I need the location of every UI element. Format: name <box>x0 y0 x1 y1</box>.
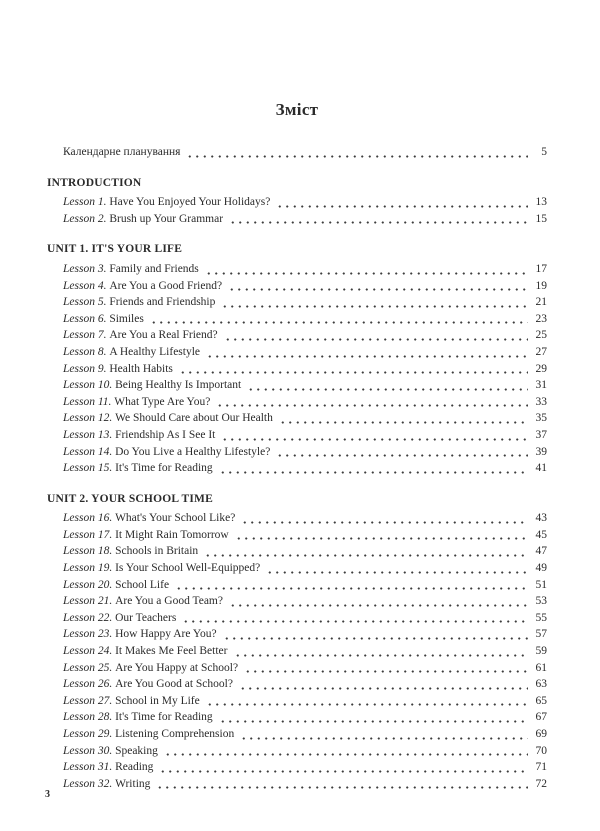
toc-entry-page: 5 <box>541 146 547 158</box>
dot-leader <box>276 202 528 208</box>
toc-entry <box>63 743 547 760</box>
toc-entry-page: 43 <box>535 512 547 525</box>
toc-entry <box>63 510 547 527</box>
toc-entry-title: Lesson 25. Are You Happy at School? <box>63 661 239 674</box>
dot-leader <box>244 667 528 673</box>
footer-page-number: 3 <box>45 789 50 800</box>
dot-leader <box>229 218 528 224</box>
toc-entry-title: Lesson 26. Are You Good at School? <box>63 678 233 691</box>
toc-entry <box>63 410 547 427</box>
toc-entry <box>63 278 547 295</box>
toc-entry <box>63 577 547 594</box>
lesson-number: Lesson 3. <box>63 262 110 275</box>
toc-entry-title: Lesson 3. Family and Friends <box>63 262 199 275</box>
toc-entry <box>63 311 547 328</box>
dot-leader <box>179 368 528 374</box>
toc-entry <box>63 427 547 444</box>
toc-entry-page: 25 <box>535 329 547 342</box>
lesson-number: Lesson 5. <box>63 296 110 309</box>
toc-entry-page: 70 <box>535 744 547 757</box>
toc-entry <box>63 327 547 344</box>
dot-leader <box>221 302 528 308</box>
toc-entry-page: 47 <box>535 545 547 558</box>
lesson-number: Lesson 1. <box>63 196 110 209</box>
toc-preamble <box>47 144 547 161</box>
lesson-number: Lesson 27. <box>63 694 116 707</box>
toc-entry <box>63 444 547 461</box>
dot-leader <box>186 152 528 158</box>
toc-entry-page: 65 <box>535 694 547 707</box>
toc-entry <box>63 361 547 378</box>
toc-entry-title: Lesson 20. School Life <box>63 578 170 591</box>
page-title: Зміст <box>275 100 319 119</box>
toc-entry <box>63 593 547 610</box>
toc-entry-title: Lesson 1. Have You Enjoyed Your Holidays? <box>63 196 271 209</box>
toc-entry <box>63 527 547 544</box>
lesson-number: Lesson 10. <box>63 379 116 392</box>
lesson-number: Lesson 32. <box>63 777 116 790</box>
lesson-number: Lesson 25. <box>63 661 116 674</box>
toc <box>47 144 547 792</box>
toc-entry-page: 57 <box>535 628 547 641</box>
toc-entry-title: Lesson 10. Being Healthy Is Important <box>63 379 242 392</box>
lesson-number: Lesson 7. <box>63 329 110 342</box>
toc-entry-page: 29 <box>535 362 547 375</box>
dot-leader <box>241 518 528 524</box>
dot-leader <box>219 717 528 723</box>
toc-entry-title: Lesson 16. What's Your School Like? <box>63 512 236 525</box>
toc-entry-page: 19 <box>535 279 547 292</box>
lesson-number: Lesson 31. <box>63 761 116 774</box>
toc-entry-page: 72 <box>535 777 547 790</box>
lesson-number: Lesson 18. <box>63 545 116 558</box>
toc-entry-title: Lesson 2. Brush up Your Grammar <box>63 212 224 225</box>
toc-entry-page: 23 <box>535 312 547 325</box>
toc-entry <box>63 460 547 477</box>
toc-entry-title: Lesson 14. Do You Live a Healthy Lifestyle? <box>63 445 271 458</box>
lesson-number: Lesson 20. <box>63 578 116 591</box>
toc-entry-title: Lesson 32. Writing <box>63 777 151 790</box>
lesson-number: Lesson 24. <box>63 645 116 658</box>
toc-entry <box>63 709 547 726</box>
toc-entry-title: Lesson 22. Our Teachers <box>63 611 177 624</box>
toc-entry-page: 49 <box>535 562 547 575</box>
toc-entry <box>63 776 547 793</box>
lesson-number: Lesson 9. <box>63 362 110 375</box>
toc-entry-page: 33 <box>535 395 547 408</box>
toc-entry-title: Lesson 27. School in My Life <box>63 694 200 707</box>
lesson-number: Lesson 22. <box>63 611 116 624</box>
toc-entry-page: 21 <box>535 296 547 309</box>
dot-leader <box>156 783 528 789</box>
toc-entry-title: Lesson 15. It's Time for Reading <box>63 462 213 475</box>
toc-entry-title: Lesson 18. Schools in Britain <box>63 545 199 558</box>
dot-leader <box>279 418 528 424</box>
dot-leader <box>221 435 528 441</box>
dot-leader <box>234 651 529 657</box>
dot-leader <box>229 601 528 607</box>
dot-leader <box>266 568 528 574</box>
toc-entry-page: 17 <box>535 262 547 275</box>
toc-entry-page: 59 <box>535 645 547 658</box>
lesson-number: Lesson 15. <box>63 462 116 475</box>
dot-leader <box>206 352 528 358</box>
toc-entry <box>63 626 547 643</box>
toc-entry-title: Lesson 30. Speaking <box>63 744 158 757</box>
dot-leader <box>235 534 528 540</box>
toc-entry-title: Календарне планування <box>63 146 181 158</box>
toc-entry-page: 67 <box>535 711 547 724</box>
toc-entry-page: 35 <box>535 412 547 425</box>
lesson-number: Lesson 23. <box>63 628 116 641</box>
toc-entry-title: Lesson 21. Are You a Good Team? <box>63 595 223 608</box>
dot-leader <box>150 318 528 324</box>
dot-leader <box>164 750 528 756</box>
toc-entry-page: 71 <box>535 761 547 774</box>
toc-entry-title: Lesson 19. Is Your School Well-Equipped? <box>63 562 261 575</box>
toc-entry-title: Lesson 5. Friends and Friendship <box>63 296 216 309</box>
toc-entry-page: 69 <box>535 728 547 740</box>
toc-entry <box>63 660 547 677</box>
dot-leader <box>205 269 528 275</box>
lesson-number: Lesson 13. <box>63 428 116 441</box>
toc-entry <box>63 211 547 228</box>
toc-entry-page: 61 <box>535 661 547 674</box>
toc-entry <box>63 560 547 577</box>
dot-leader <box>204 551 528 557</box>
toc-entry <box>63 194 547 211</box>
dot-leader <box>182 617 528 623</box>
dot-leader <box>276 451 528 457</box>
dot-leader <box>224 335 528 341</box>
toc-entry-title: Lesson 31. Reading <box>63 761 154 774</box>
toc-entry <box>63 676 547 693</box>
toc-entry-page: 51 <box>535 578 547 591</box>
lesson-number: Lesson 26. <box>63 678 116 691</box>
toc-entry-page: 39 <box>535 445 547 458</box>
toc-entry-page: 63 <box>535 678 547 691</box>
toc-entry <box>63 610 547 627</box>
toc-entry-page: 45 <box>535 528 547 541</box>
dot-leader <box>240 734 528 740</box>
toc-entry <box>63 643 547 660</box>
dot-leader <box>206 700 528 706</box>
toc-entry <box>63 543 547 560</box>
lesson-number: Lesson 30. <box>63 744 116 757</box>
toc-entry-title: Lesson 8. A Healthy Lifestyle <box>63 345 201 358</box>
toc-entry-page: 41 <box>535 462 547 475</box>
lesson-number: Lesson 21. <box>63 595 116 608</box>
lesson-number: Lesson 14. <box>63 445 116 458</box>
toc-entry-title: Lesson 13. Friendship As I See It <box>63 428 216 441</box>
dot-leader <box>219 468 528 474</box>
lesson-number: Lesson 12. <box>63 412 116 425</box>
toc-entry-title: Lesson 12. We Should Care about Our Health <box>63 412 273 425</box>
toc-entry <box>63 294 547 311</box>
toc-entry-title: Lesson 4. Are You a Good Friend? <box>63 279 223 292</box>
lesson-number: Lesson 8. <box>63 345 110 358</box>
toc-entry <box>63 377 547 394</box>
toc-entry <box>63 144 547 161</box>
section-heading: UNIT 1. IT'S YOUR LIFE <box>47 243 183 256</box>
toc-entry-page: 37 <box>535 428 547 441</box>
toc-entry <box>63 693 547 710</box>
lesson-number: Lesson 19. <box>63 562 116 575</box>
toc-entry-page: 15 <box>535 212 547 225</box>
toc-entry <box>63 726 547 743</box>
toc-entry-page: 53 <box>535 595 547 608</box>
toc-entry-title: Lesson 17. It Might Rain Tomorrow <box>63 528 229 541</box>
lesson-number: Lesson 2. <box>63 212 110 225</box>
lesson-number: Lesson 29. <box>63 728 116 740</box>
toc-entry <box>63 394 547 411</box>
toc-entry-page: 27 <box>535 345 547 358</box>
lesson-number: Lesson 17. <box>63 528 116 541</box>
lesson-number: Lesson 4. <box>63 279 110 292</box>
toc-entry-title: Lesson 23. How Happy Are You? <box>63 628 217 641</box>
toc-entry <box>63 344 547 361</box>
toc-entry-title: Lesson 9. Health Habits <box>63 362 173 375</box>
lesson-number: Lesson 11. <box>63 395 115 408</box>
toc-entry-title: Lesson 7. Are You a Real Friend? <box>63 329 218 342</box>
dot-leader <box>159 767 528 773</box>
dot-leader <box>228 285 528 291</box>
dot-leader <box>216 401 528 407</box>
section-heading: INTRODUCTION <box>47 176 142 189</box>
toc-entry-page: 55 <box>535 611 547 624</box>
dot-leader <box>223 634 528 640</box>
toc-entry-title: Lesson 28. It's Time for Reading <box>63 711 213 724</box>
lesson-number: Lesson 28. <box>63 711 116 724</box>
dot-leader <box>239 684 528 690</box>
toc-entry <box>63 261 547 278</box>
toc-entry-page: 31 <box>535 379 547 392</box>
section-heading: UNIT 2. YOUR SCHOOL TIME <box>47 492 213 505</box>
toc-entry-title: Lesson 29. Listening Comprehension <box>63 728 235 740</box>
dot-leader <box>247 385 528 391</box>
toc-entry-page: 13 <box>535 196 547 209</box>
toc-entry <box>63 759 547 776</box>
toc-entry-title: Lesson 11. What Type Are You? <box>63 395 211 408</box>
dot-leader <box>175 584 528 590</box>
lesson-number: Lesson 16. <box>63 512 116 525</box>
lesson-number: Lesson 6. <box>63 312 110 325</box>
toc-entry-title: Lesson 24. It Makes Me Feel Better <box>63 645 228 658</box>
toc-entry-title: Lesson 6. Similes <box>63 312 144 325</box>
